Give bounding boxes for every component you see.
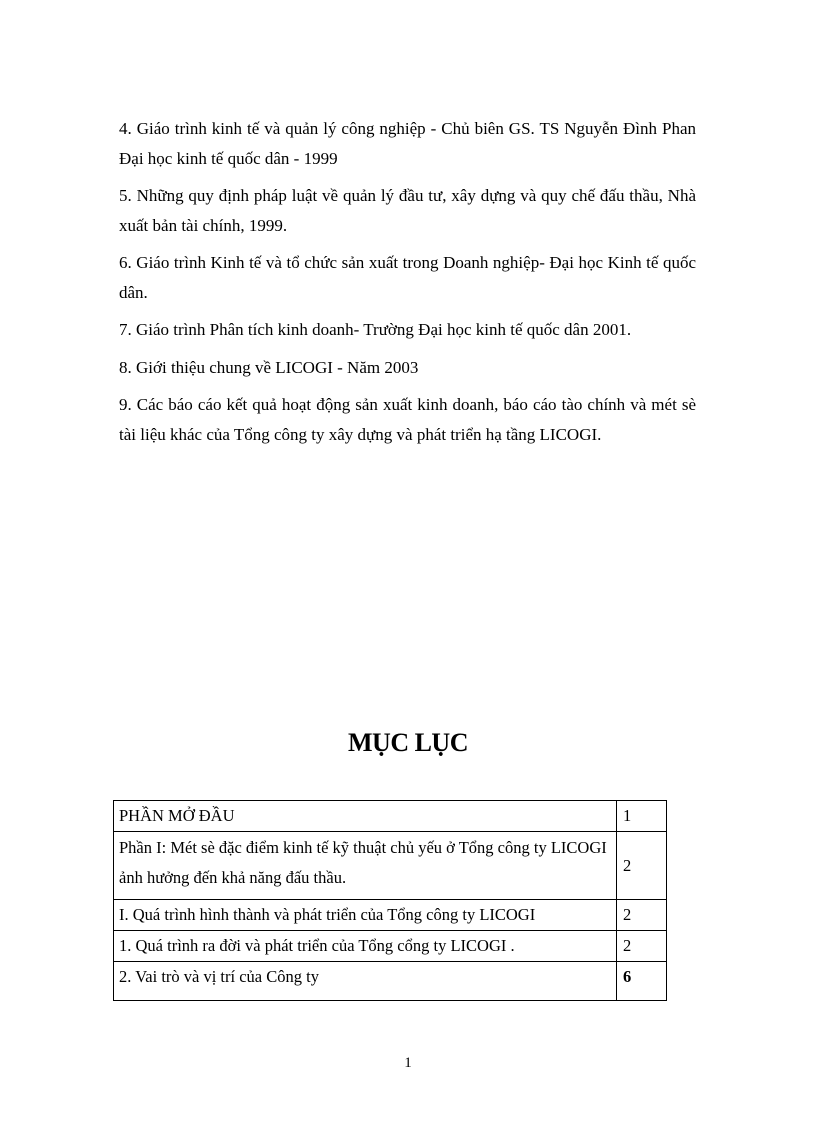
toc-row-text: 2. Vai trò và vị trí của Công ty [114, 962, 617, 1001]
reference-item: 6. Giáo trình Kinh tế và tổ chức sản xuất trong Doanh nghiệp- Đại học Kinh tế quốc dân. [119, 253, 696, 302]
toc-row-page: 2 [617, 900, 667, 931]
toc-row-page: 2 [617, 832, 667, 900]
toc-title: MỤC LỤC [348, 728, 468, 757]
toc-table [113, 800, 667, 1001]
toc-row [114, 931, 667, 962]
reference-item: 7. Giáo trình Phân tích kinh doanh- Trường Đại học kinh tế quốc dân 2001. [119, 320, 632, 339]
reference-item: 4. Giáo trình kinh tế và quản lý công nghiệp - Chủ biên GS. TS Nguyễn Đình Phan Đại học kinh tế quốc dân - 1999 [119, 119, 696, 168]
toc-row-text: Phần I: Mét sè đặc điểm kinh tế kỹ thuật chủ yếu ở Tổng công ty LICOGI ảnh hưởng đến khả năng đấu thầu. [114, 832, 617, 900]
toc-row-page: 2 [617, 931, 667, 962]
reference-item: 8. Giới thiệu chung về LICOGI - Năm 2003 [119, 357, 419, 377]
page-number: 1 [404, 1055, 412, 1071]
reference-list [119, 114, 696, 457]
toc-row [114, 832, 667, 900]
toc-row [114, 900, 667, 931]
reference-item: 9. Các báo cáo kết quả hoạt động sản xuất kinh doanh, báo cáo tào chính và mét sè tài liệu khác của Tổng công ty xây dựng và phát triển hạ tầng LICOGI. [119, 395, 696, 444]
toc-row-page: 1 [617, 801, 667, 832]
toc-row-text: PHẦN MỞ ĐẦU [114, 801, 617, 832]
reference-item: 5. Những quy định pháp luật về quản lý đầu tư, xây dựng và quy chế đấu thầu, Nhà xuất bản tài chính, 1999. [119, 186, 696, 235]
toc-row-text: I. Quá trình hình thành và phát triển của Tổng công ty LICOGI [114, 900, 617, 931]
toc-row [114, 801, 667, 832]
toc-row-page: 6 [617, 962, 667, 1001]
toc-row [114, 962, 667, 1001]
toc-row-text: 1. Quá trình ra đời và phát triển của Tổng cổng ty LICOGI . [114, 931, 617, 962]
